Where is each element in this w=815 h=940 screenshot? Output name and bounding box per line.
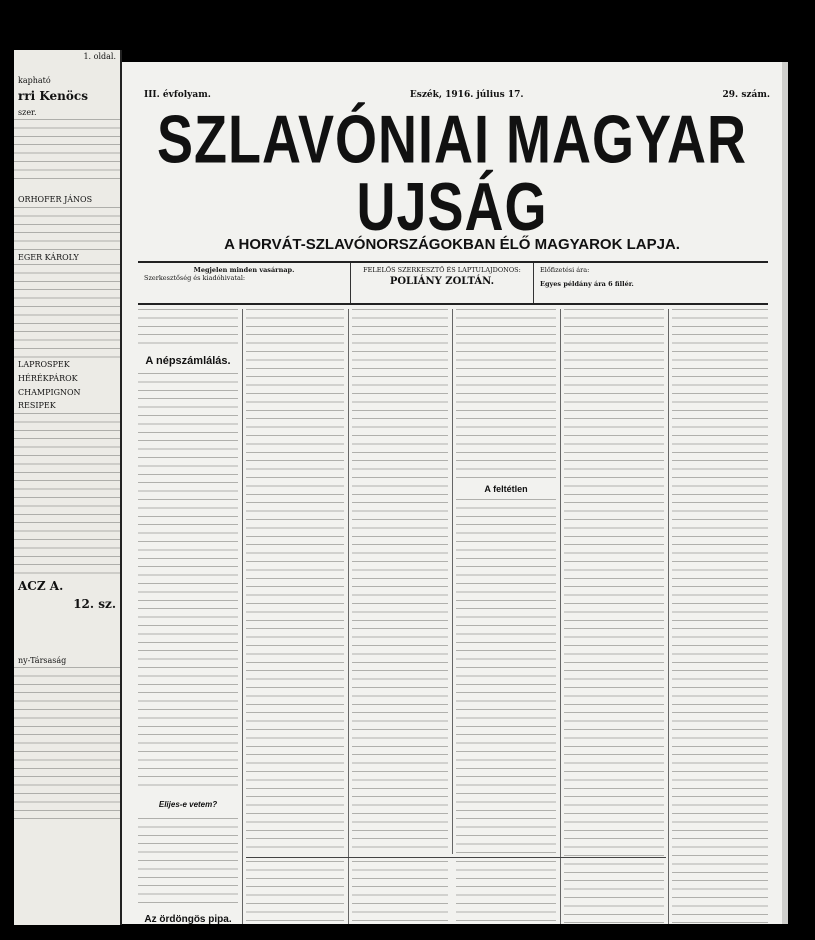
column-1 (138, 309, 238, 924)
left-page-row: HÉRÉKPÁROK (18, 373, 78, 383)
left-page-row: CHAMPIGNON (18, 387, 81, 397)
editor-info (350, 263, 534, 303)
single-copy-price: Egyes példány ára 6 fillér. (540, 280, 634, 288)
editor-label: FELELŐS SZERKESZTŐ ÉS LAPTULAJDONOS: (363, 266, 521, 274)
poem-heading: Elijes-e vetem? (158, 800, 218, 810)
article-heading: A feltétlen (484, 484, 528, 494)
info-bar (138, 261, 768, 305)
column-6 (672, 309, 768, 924)
left-page-row: kapható (18, 75, 51, 85)
masthead-topline (122, 62, 782, 100)
left-page-row: ACZ A. (18, 578, 64, 593)
left-page-row: ny-Társaság (18, 655, 67, 665)
publication-schedule: Megjelen minden vasárnap. (193, 266, 295, 274)
subscription-price: Előfizetési ára: (540, 266, 590, 274)
column-4-lower (456, 861, 556, 924)
volume-label: III. évfolyam. (144, 90, 211, 100)
column-4 (456, 309, 556, 854)
date-label: Eszék, 1916. július 17. (409, 90, 524, 100)
left-page-row: 1. oldal. (83, 52, 116, 61)
subscription-info (534, 263, 768, 303)
office-address: Szerkesztőség és kiadóhivatal: (144, 274, 246, 282)
publication-info (138, 263, 350, 303)
article-heading: A népszámlálás. (145, 355, 231, 367)
left-page-row: 12. sz. (73, 597, 116, 612)
article-columns (138, 309, 768, 924)
adjacent-page (14, 50, 122, 925)
column-2-lower (246, 861, 344, 924)
left-page-row: EGER KÁROLY (18, 252, 79, 262)
editor-name: POLIÁNY ZOLTÁN. (389, 276, 495, 287)
left-page-row: ORHOFER JÁNOS (18, 195, 93, 205)
column-2 (246, 309, 344, 854)
newspaper-page (122, 62, 782, 924)
issue-label: 29. szám. (722, 90, 770, 100)
masthead (122, 102, 782, 253)
column-3-lower (352, 861, 448, 924)
left-page-row: LAPROSPEK (18, 360, 70, 370)
left-page-row: RESIPEK (18, 401, 56, 411)
newspaper-subtitle: A HORVÁT-SZLAVÓNORSZÁGOKBAN ÉLŐ MAGYAROK LAPJA. (224, 236, 680, 253)
newspaper-title: SZLAVÓNIAI MAGYAR UJSÁG (156, 102, 748, 245)
column-3 (352, 309, 448, 854)
story-heading: Az ördöngös pipa. (144, 913, 232, 924)
left-page-row: rri Kenöcs (18, 89, 88, 104)
left-page-row: szer. (18, 107, 37, 117)
column-5 (564, 309, 664, 924)
